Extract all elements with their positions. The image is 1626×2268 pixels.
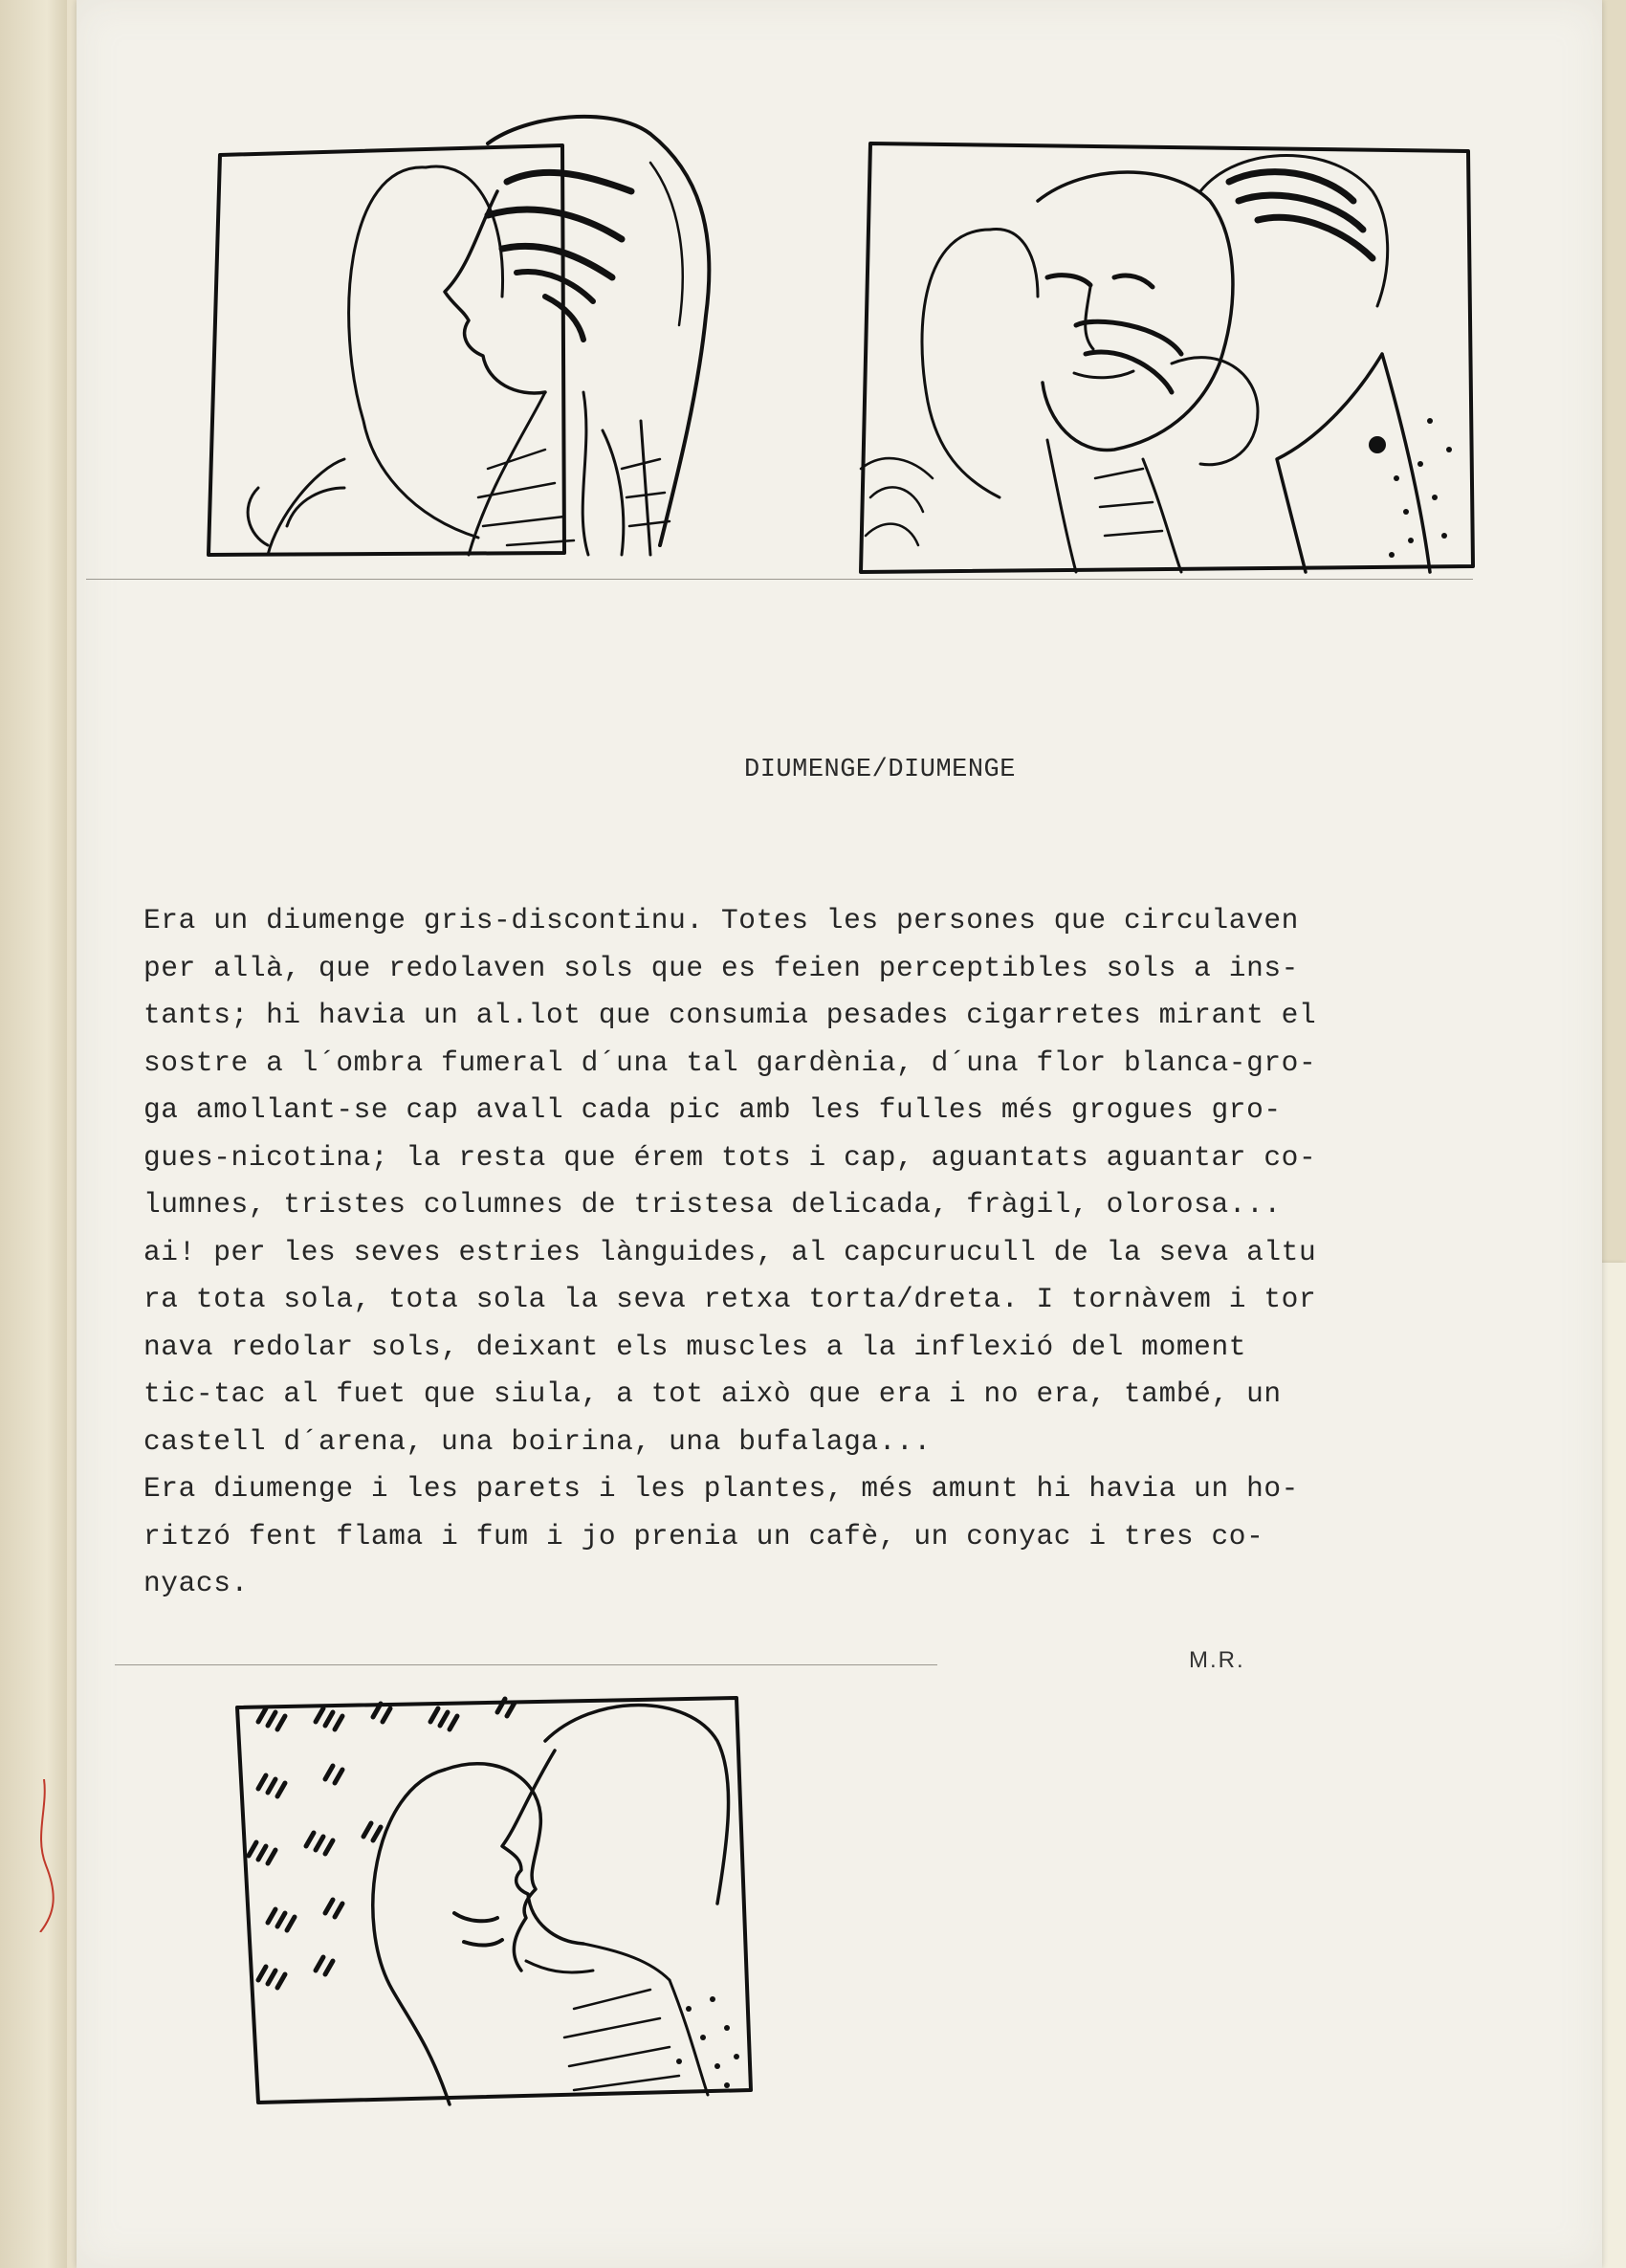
text-line: Era diumenge i les parets i les plantes, més amunt hi havia un ho- [143,1472,1299,1505]
text-line: ra tota sola, tota sola la seva retxa torta/dreta. I tornàvem i tor [143,1283,1317,1315]
text-line: tic-tac al fuet que siula, a tot això que era i no era, també, un [143,1377,1282,1410]
illustration-top-right [856,134,1483,584]
red-thread [27,1779,65,1932]
illustration-bottom [230,1684,765,2114]
text-line: Era un diumenge gris-discontinu. Totes les persones que circulaven [143,904,1299,936]
text-line: nyacs. [143,1567,249,1599]
text-line: ga amollant-se cap avall cada pic amb les fulles més grogues gro- [143,1093,1282,1126]
text-line: ritzó fent flama i fum i jo prenia un cafè, un conyac i tres co- [143,1519,1264,1552]
divider-bottom [115,1664,937,1665]
text-line: gues-nicotina; la resta que érem tots i cap, aguantats aguantar co- [143,1140,1317,1174]
text-line: castell d´arena, una boirina, una bufalaga... [143,1424,932,1458]
text-line: sostre a l´ombra fumeral d´una tal gardènia, d´una flor blanca-gro- [143,1046,1317,1079]
text-line: nava redolar sols, deixant els muscles a la inflexió del moment [143,1330,1247,1363]
document-page [77,0,1602,2268]
signature: M.R. [1189,1647,1245,1673]
text-line: tants; hi havia un al.lot que consumia pesades cigarretes mirant el [143,999,1317,1031]
page-title: DIUMENGE/DIUMENGE [744,756,1016,784]
divider-top [86,579,1473,580]
illustration-top-left [201,105,832,564]
body-text [143,897,1540,1608]
text-line: ai! per les seves estries lànguides, al capcurucull de la seva altu [143,1235,1317,1268]
text-line: per allà, que redolaven sols que es feien perceptibles sols a ins- [143,951,1299,984]
text-line: lumnes, tristes columnes de tristesa delicada, fràgil, olorosa... [143,1188,1282,1221]
